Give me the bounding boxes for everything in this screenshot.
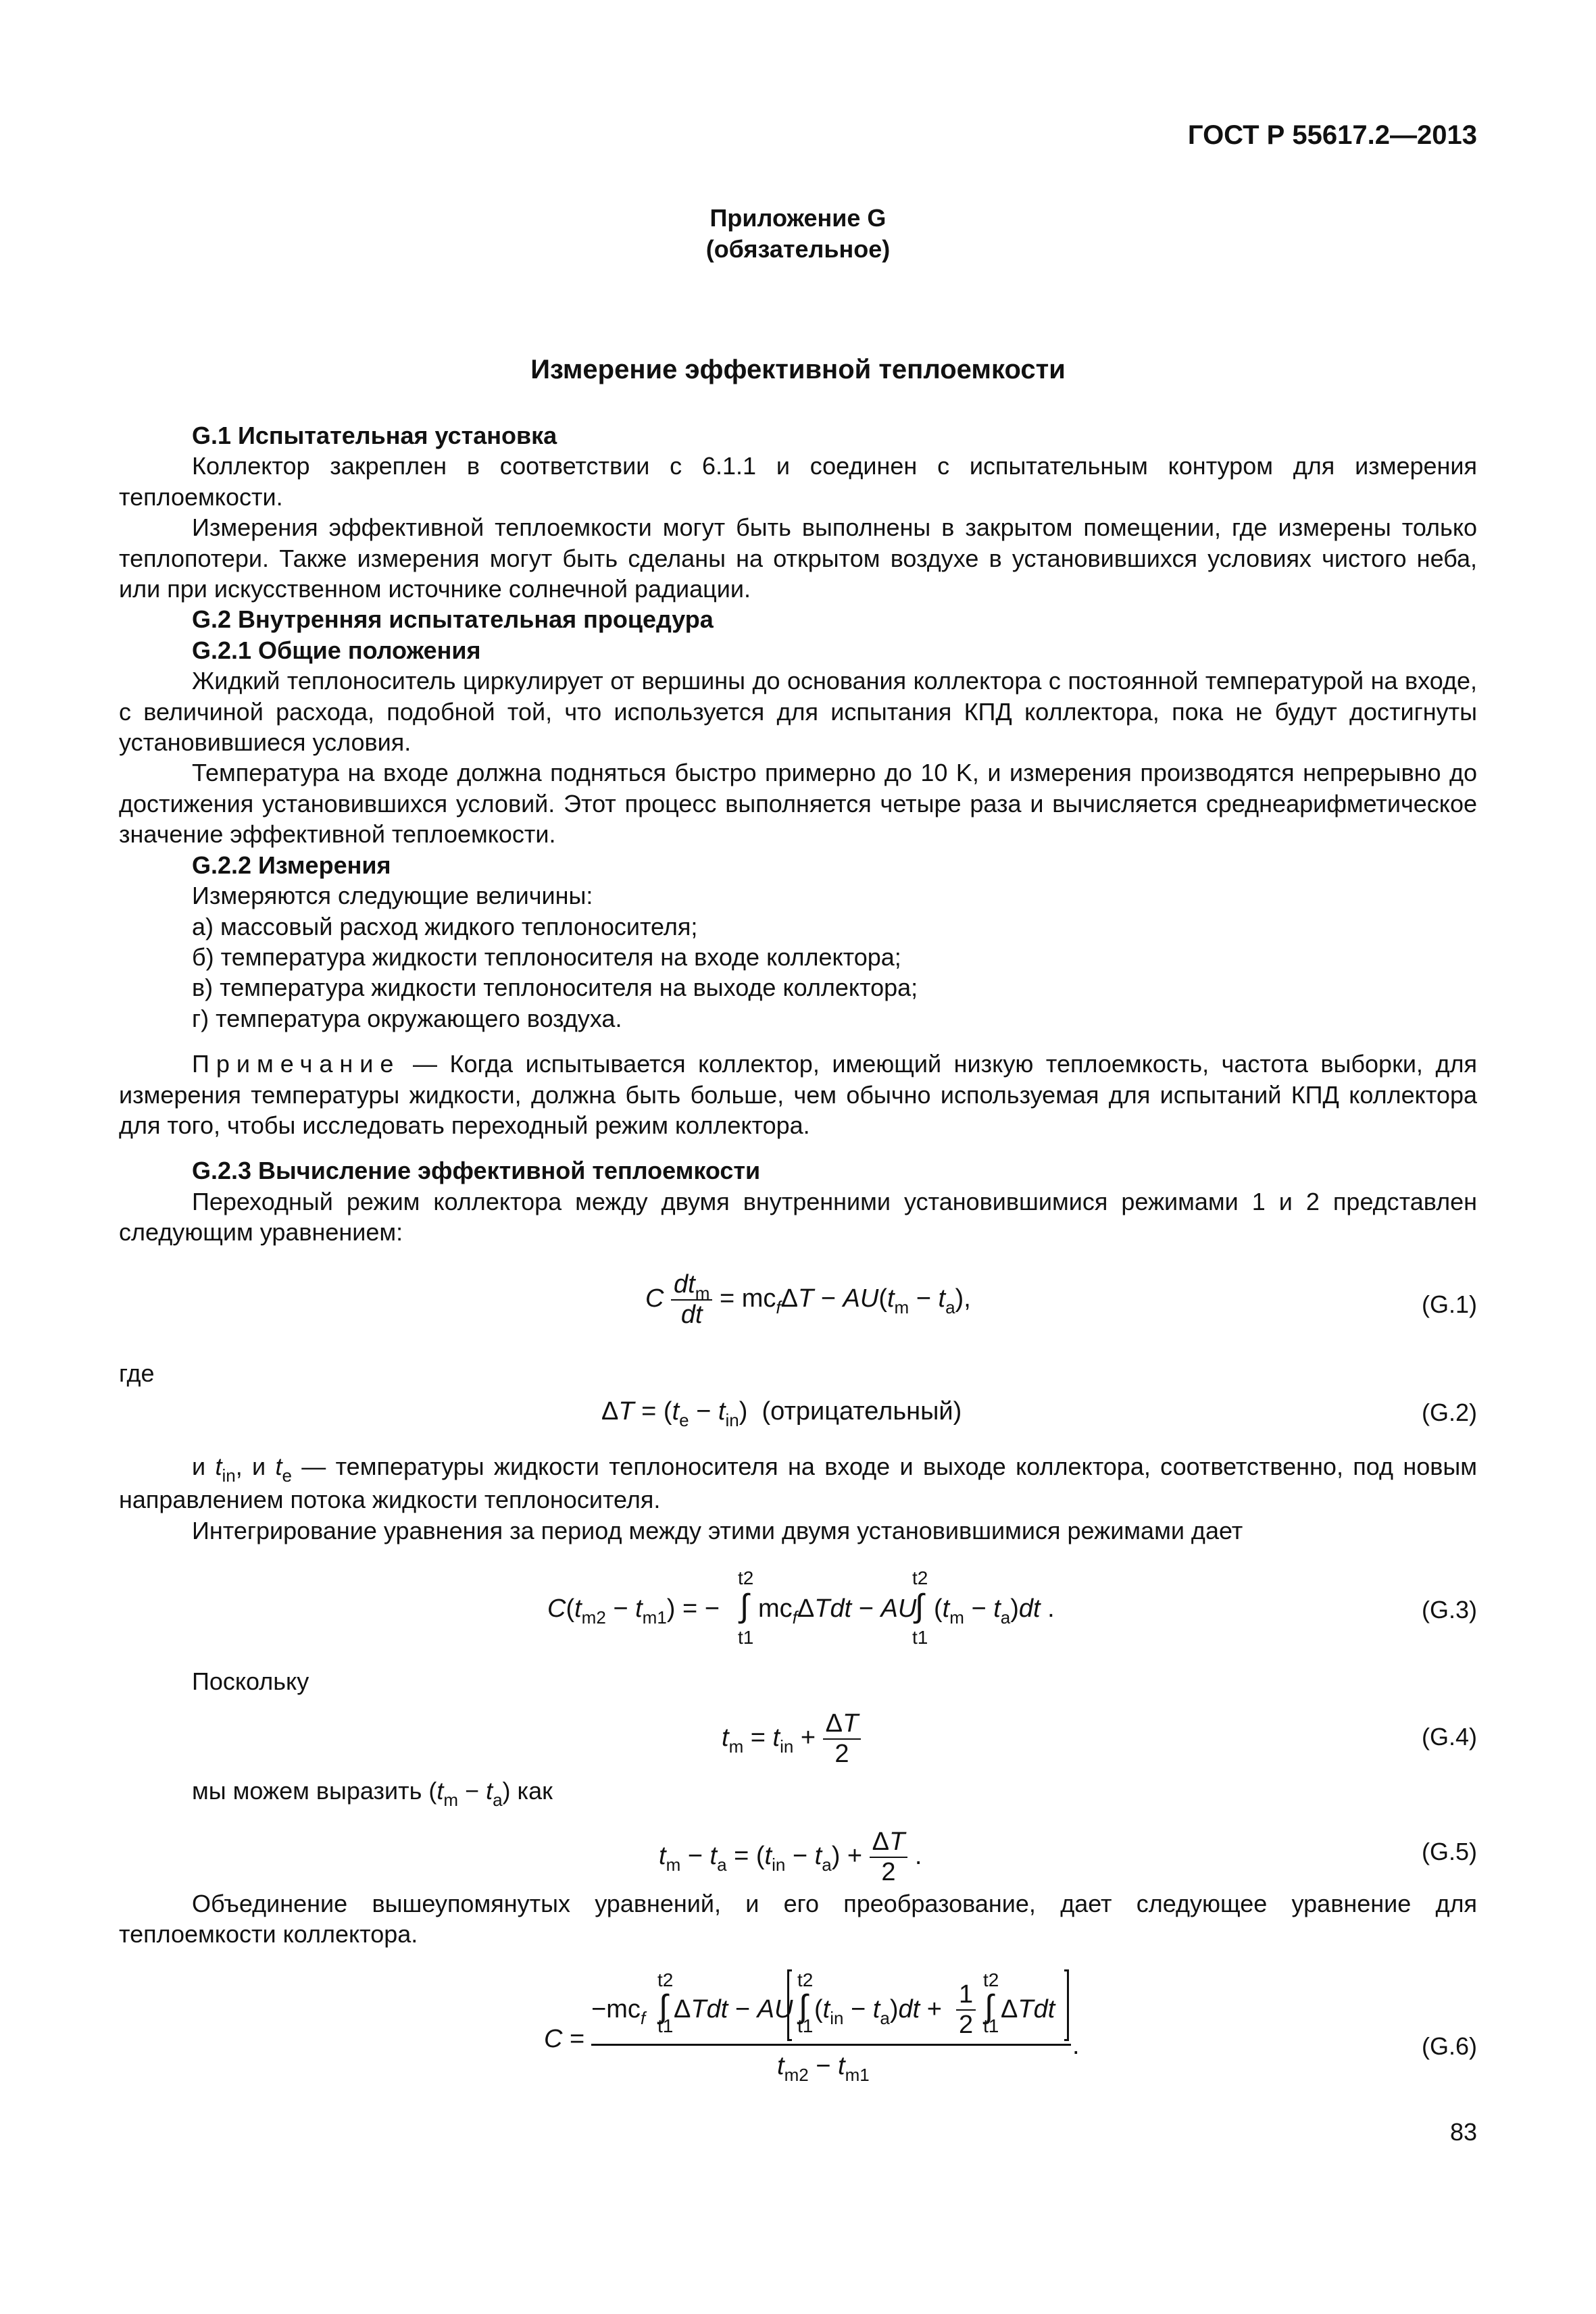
equation-g2: $\Delta T = (t_e - t_{in})$ (отрицательный)	[601, 1397, 962, 1430]
paragraph: Объединение вышеупомянутых уравнений, и его преобразование, дает следующее уравнение для теплоемкости коллектора.	[119, 1890, 1477, 1948]
equation-g3: $C(t_{m2} - t_{m1})$ = − t2 ∫ t1 $mc_f\Delta Tdt$ − AU t2 ∫ t1 $(t_m - t_a)dt$ .	[547, 1567, 1055, 1648]
section-heading-g22: G.2.2 Измерения	[192, 851, 391, 879]
equation-number-g4: (G.4)	[1421, 1723, 1477, 1751]
paragraph: Жидкий теплоноситель циркулирует от вершины до основания коллектора с постоянной температурой на входе, с величиной расхода, подобной той, что используется для испытания КПД коллектора, пока не будут достигнуты установившиеся условия.	[119, 667, 1477, 757]
paragraph: Переходный режим коллектора между двумя внутренними установившимися режимами 1 и 2 представлен следующим уравнением:	[119, 1187, 1477, 1247]
paragraph: Коллектор закреплен в соответствии с 6.1.1 и соединен с испытательным контуром для измерения теплоемкости.	[119, 452, 1477, 511]
note-label: Примечание	[192, 1050, 401, 1078]
paragraph: Температура на входе должна подняться быстро примерно до 10 K, и измерения производятся непрерывно до достижения установившихся условий. Этот процесс выполняется четыре раза и вычисляется среднеарифметическое значение эффективной теплоемкости.	[119, 759, 1477, 849]
negative-label: (отрицательный)	[762, 1397, 962, 1426]
section-heading-g21: G.2.1 Общие положения	[192, 636, 481, 664]
express-line: мы можем выразить $(t_m - t_a)$ как	[192, 1777, 553, 1810]
annex-status: (обязательное)	[705, 235, 891, 263]
list-item: б) температура жидкости теплоносителя на входе коллектора;	[192, 942, 901, 971]
equation-g5: $t_m - t_a = (t_{in} - t_a)$ + $\frac{\Delta T}{2}$ .	[659, 1828, 922, 1886]
document-code: ГОСТ Р 55617.2—2013	[1187, 120, 1477, 150]
annex-heading	[0, 203, 1596, 265]
section-heading-g23: G.2.3 Вычисление эффективной теплоемкости	[192, 1157, 761, 1185]
section-heading-g1: G.1 Испытательная установка	[192, 422, 557, 449]
list-item: г) температура окружающего воздуха.	[192, 1004, 622, 1032]
note-text: — Когда испытывается коллектор, имеющий низкую теплоемкость, частота выборки, для измерения температуры жидкости, должна быть больше, чем обычно используемая для испытаний КПД коллектора для того, чтобы исследовать переходный режим коллектора.	[119, 1050, 1477, 1139]
equation-g6: C = $-mc_f$ t2 ∫ t1 ΔTdt − AU t2 ∫ t1 $(t_{in} - t_a)dt$ + $\frac{1}{2}$ t2 ∫ t1 ΔTdt . $t_{m2} - t_{m1}$	[544, 1969, 1080, 2085]
text-block-3	[119, 1888, 1477, 1950]
equation-number-g2: (G.2)	[1421, 1399, 1477, 1426]
list-intro: Измеряются следующие величины:	[192, 882, 593, 910]
text-block-1	[119, 420, 1477, 1248]
paragraph: Измерения эффективной теплоемкости могут быть выполнены в закрытом помещении, где измерены только теплопотери. Также измерения могут быть сделаны на открытом воздухе в установившихся условиях чистого неба, или при искусственном источнике солнечной радиации.	[119, 513, 1477, 603]
page-title: Измерение эффективной теплоемкости	[530, 355, 1066, 384]
annex-title: Приложение G	[709, 204, 887, 232]
equation-number-g3: (G.3)	[1421, 1596, 1477, 1624]
equation-number-g1: (G.1)	[1421, 1290, 1477, 1318]
where-label: где	[119, 1359, 155, 1387]
paragraph: Интегрирование уравнения за период между этими двумя установившимися режимами дает	[192, 1516, 1243, 1544]
list-item: в) температура жидкости теплоносителя на выходе коллектора;	[192, 974, 918, 1002]
section-heading-g2: G.2 Внутренняя испытательная процедура	[192, 605, 714, 634]
since-label: Поскольку	[192, 1667, 309, 1695]
paragraph: и $t_{in}$, и $t_e$ — температуры жидкости теплоносителя на входе и выходе коллектора, соответственно, под новым направлением потока жидкости теплоносителя.	[119, 1453, 1477, 1514]
note	[119, 1049, 1477, 1140]
equation-g4: $t_m = t_{in}$ + $\frac{\Delta T}{2}$	[722, 1709, 861, 1769]
page-number: 83	[1449, 2118, 1477, 2146]
equation-number-g6: (G.6)	[1421, 2032, 1477, 2060]
list-item: а) массовый расход жидкого теплоносителя;	[192, 912, 698, 940]
text-block-2	[119, 1451, 1477, 1546]
equation-g1: C $\frac{dt_m}{dt}$ = $mc_f\Delta T - AU(t_m - t_a)$,	[645, 1270, 971, 1329]
equation-number-g5: (G.5)	[1421, 1838, 1477, 1865]
